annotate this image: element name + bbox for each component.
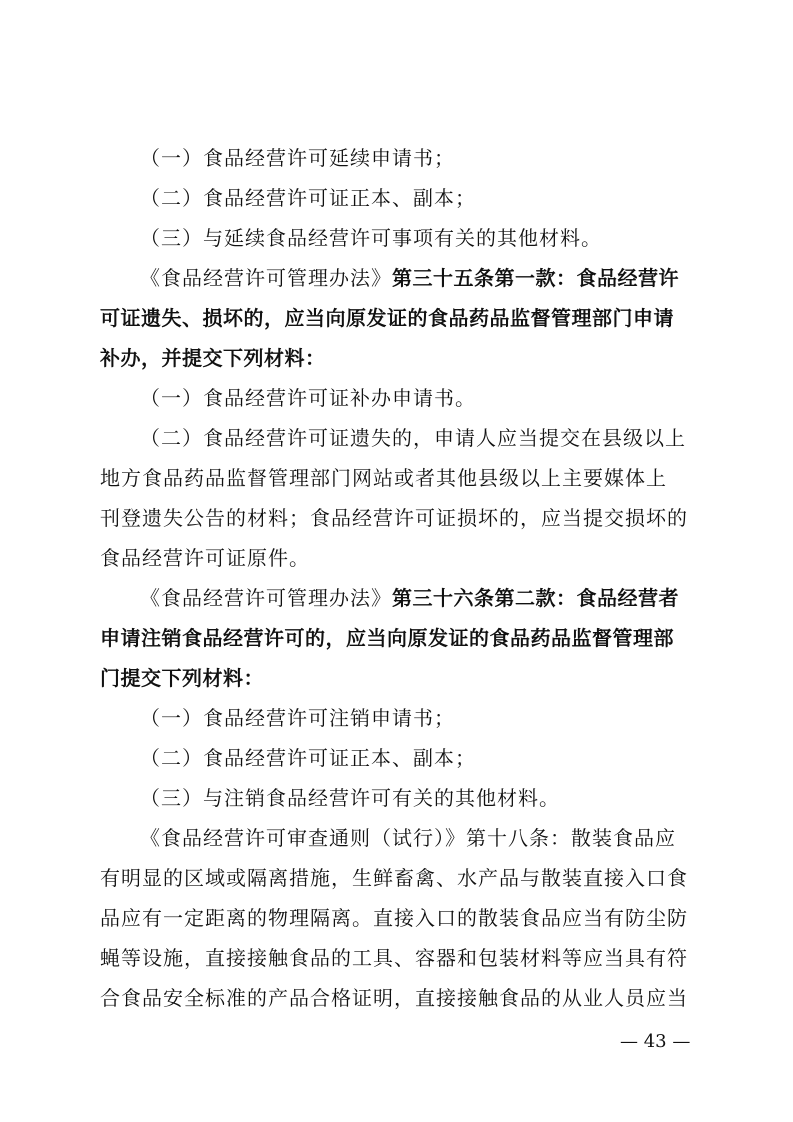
paragraph-line bbox=[100, 943, 700, 973]
paragraph-line bbox=[100, 663, 700, 693]
paragraph-line bbox=[140, 143, 740, 173]
bold-text-run: 第三十五条第一款：食品经营许 bbox=[392, 266, 679, 290]
paragraph-line bbox=[100, 903, 700, 933]
paragraph-line bbox=[140, 263, 740, 293]
bold-text-run: 第三十六条第二款：食品经营者 bbox=[392, 586, 679, 610]
text-run: （三）与延续食品经营许可事项有关的其他材料。 bbox=[140, 226, 602, 250]
text-run: （一）食品经营许可证补办申请书。 bbox=[140, 386, 476, 410]
paragraph-line bbox=[100, 463, 700, 493]
text-run: 刊登遗失公告的材料；食品经营许可证损坏的，应当提交损坏的 bbox=[100, 506, 688, 530]
text-run: 《食品经营许可管理办法》 bbox=[140, 266, 392, 290]
bold-text-run: 申请注销食品经营许可的，应当向原发证的食品药品监督管理部 bbox=[100, 626, 674, 650]
paragraph-line bbox=[140, 703, 740, 733]
page-number: — 43 — bbox=[620, 1031, 691, 1052]
text-run: 地方食品药品监督管理部门网站或者其他县级以上主要媒体上 bbox=[100, 466, 667, 490]
paragraph-line bbox=[140, 183, 740, 213]
paragraph-line bbox=[140, 583, 740, 613]
paragraph-line bbox=[140, 783, 740, 813]
bold-text-run: 可证遗失、损坏的，应当向原发证的食品药品监督管理部门申请 bbox=[100, 306, 674, 330]
paragraph-line bbox=[140, 223, 740, 253]
text-run: （一）食品经营许可延续申请书； bbox=[140, 146, 455, 170]
bold-text-run: 门提交下列材料： bbox=[100, 666, 264, 690]
text-run: （一）食品经营许可注销申请书； bbox=[140, 706, 455, 730]
bold-text-run: 补办，并提交下列材料： bbox=[100, 346, 326, 370]
paragraph-line bbox=[100, 543, 700, 573]
text-run: （二）食品经营许可证正本、副本； bbox=[140, 186, 476, 210]
paragraph-line bbox=[140, 423, 740, 453]
paragraph-line bbox=[100, 343, 700, 373]
paragraph-line bbox=[100, 303, 700, 333]
paragraph-line bbox=[140, 823, 740, 853]
text-run: 食品经营许可证原件。 bbox=[100, 546, 310, 570]
text-run: 蝇等设施，直接接触食品的工具、容器和包装材料等应当具有符 bbox=[100, 946, 688, 970]
text-run: 合食品安全标准的产品合格证明，直接接触食品的从业人员应当 bbox=[100, 986, 688, 1010]
paragraph-line bbox=[140, 743, 740, 773]
paragraph-line bbox=[100, 983, 700, 1013]
paragraph-line bbox=[100, 863, 700, 893]
text-run: （三）与注销食品经营许可有关的其他材料。 bbox=[140, 786, 560, 810]
text-run: （二）食品经营许可证遗失的，申请人应当提交在县级以上 bbox=[140, 426, 686, 450]
paragraph-line bbox=[140, 383, 740, 413]
text-run: 《食品经营许可审查通则（试行）》第十八条：散装食品应 bbox=[140, 826, 676, 850]
text-run: 品应有一定距离的物理隔离。直接入口的散装食品应当有防尘防 bbox=[100, 906, 688, 930]
text-run: 有明显的区域或隔离措施，生鲜畜禽、水产品与散装直接入口食 bbox=[100, 866, 688, 890]
paragraph-line bbox=[100, 623, 700, 653]
paragraph-line bbox=[100, 503, 700, 533]
text-run: 《食品经营许可管理办法》 bbox=[140, 586, 392, 610]
text-run: （二）食品经营许可证正本、副本； bbox=[140, 746, 476, 770]
